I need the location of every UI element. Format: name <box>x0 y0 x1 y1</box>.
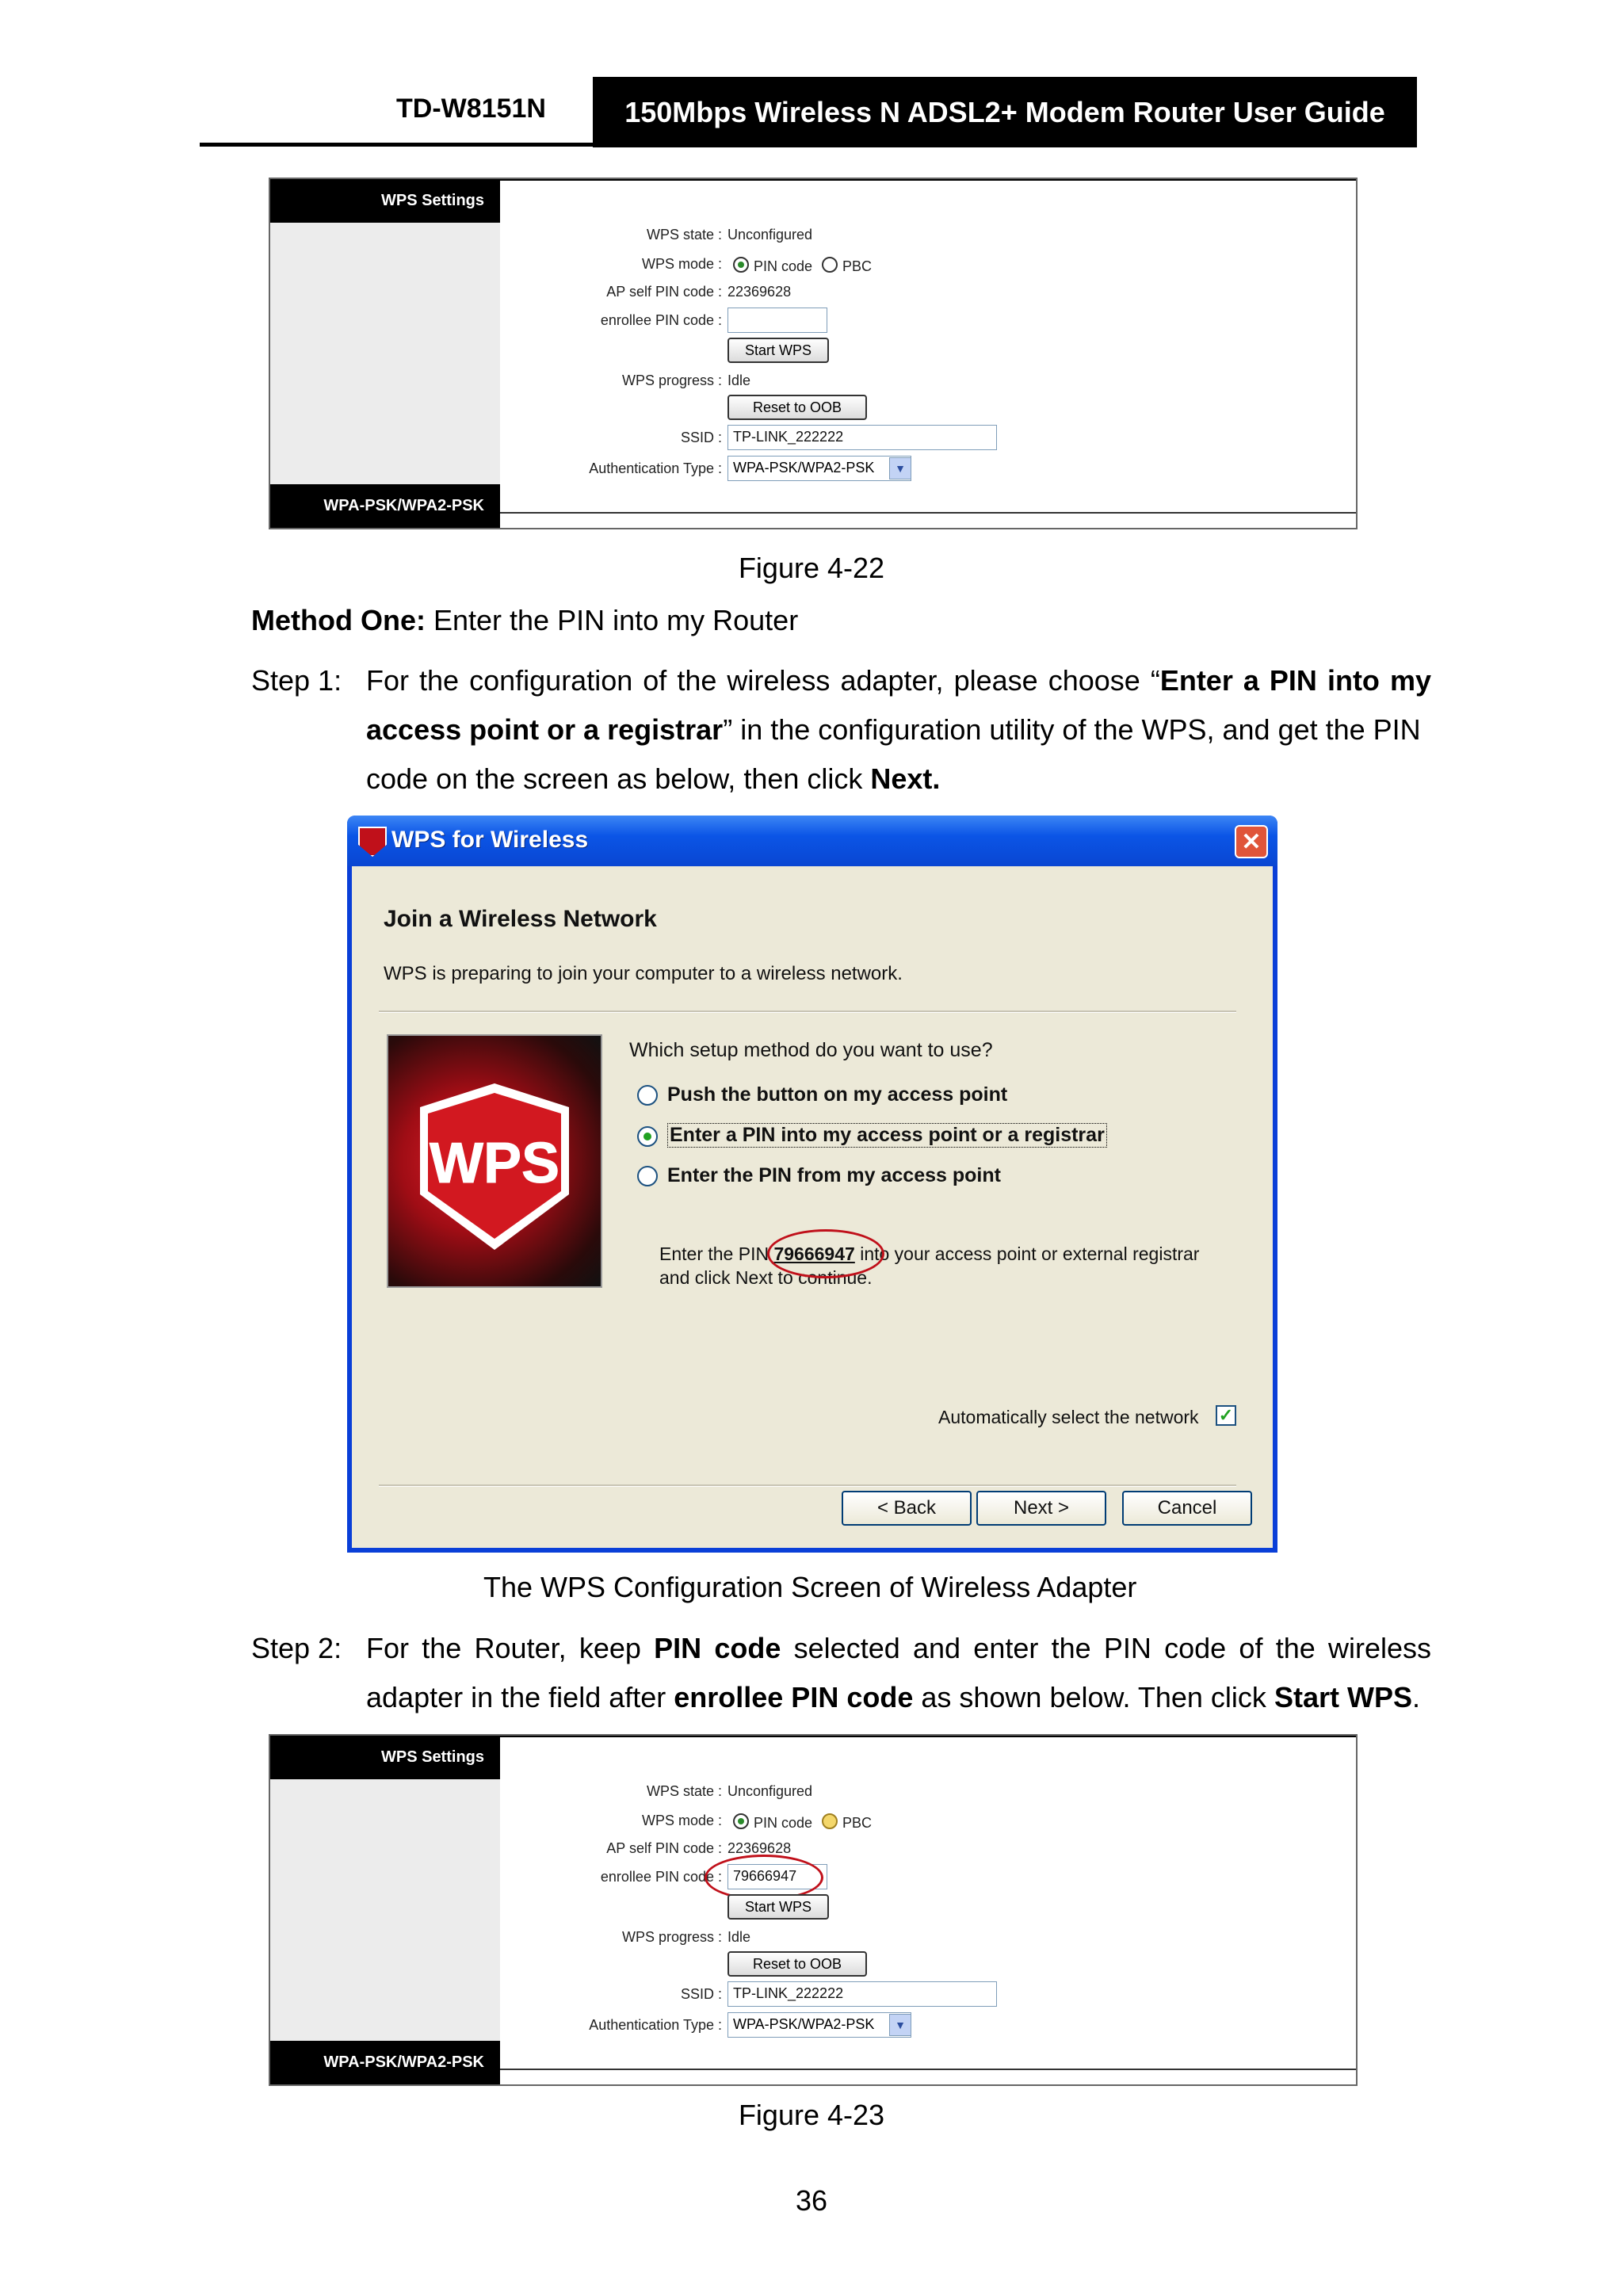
sidebar-item-wps-settings[interactable]: WPS Settings <box>270 179 500 223</box>
figure-caption-4-23: Figure 4-23 <box>738 2099 885 2131</box>
wps-progress-value: Idle <box>727 372 751 388</box>
divider <box>500 1736 1356 1737</box>
wps-state-value: Unconfigured <box>727 1783 813 1799</box>
pbc-option-label: PBC <box>842 1815 873 1831</box>
wps-logo-text: WPS <box>429 1132 560 1195</box>
step2-line1 <box>366 1624 1431 1673</box>
dialog-heading: Join a Wireless Network <box>384 906 657 932</box>
ap-pin-value: 22369628 <box>727 1840 792 1856</box>
figure-caption-4-22: Figure 4-22 <box>738 552 885 584</box>
step1-text: For the configuration of the wireless adapter, please choose “ <box>366 664 1160 697</box>
auth-type-select[interactable] <box>727 456 911 481</box>
wps-progress-label: WPS progress : <box>621 1929 722 1945</box>
reset-oob-button[interactable]: Reset to OOB <box>727 1951 867 1977</box>
pin-code-radio[interactable] <box>733 1813 749 1829</box>
start-wps-button[interactable]: Start WPS <box>727 338 829 363</box>
auto-select-checkbox[interactable]: ✓ <box>1216 1405 1236 1426</box>
option-enter-pin-registrar[interactable]: Enter a PIN into my access point or a registrar <box>667 1123 1107 1148</box>
step1-line2 <box>366 705 1421 755</box>
wps-progress-label: WPS progress : <box>621 372 722 388</box>
divider <box>500 512 1356 514</box>
method-text: Enter the PIN into my Router <box>425 604 799 636</box>
ap-pin-value: 22369628 <box>727 284 792 300</box>
step1-bold: access point or a registrar <box>366 713 724 746</box>
step1-bold: Next. <box>870 762 941 795</box>
pin-code-radio[interactable] <box>733 257 749 273</box>
enter-pin-radio[interactable] <box>637 1126 658 1147</box>
ssid-label: SSID : <box>680 430 722 445</box>
sidebar-item-wpa-psk[interactable]: WPA-PSK/WPA2-PSK <box>270 484 500 528</box>
pbc-option-label: PBC <box>842 258 873 274</box>
wps-wireless-dialog <box>347 816 1277 1553</box>
wps-shield-icon <box>388 1036 601 1286</box>
wps-mode-label: WPS mode : <box>641 1813 722 1828</box>
step1-bold: Enter a PIN into my <box>1159 664 1431 697</box>
step2-text: as shown below. Then click <box>913 1681 1274 1713</box>
auth-type-label: Authentication Type : <box>589 460 722 476</box>
sidebar-item-wpa-psk[interactable]: WPA-PSK/WPA2-PSK <box>270 2041 500 2084</box>
header-model: TD-W8151N <box>396 94 546 124</box>
back-button[interactable]: < Back <box>842 1491 972 1526</box>
pin-value: 79666947 <box>773 1244 855 1264</box>
enrollee-pin-label: enrollee PIN code : <box>600 312 722 328</box>
push-button-radio[interactable] <box>637 1085 658 1106</box>
setup-question: Which setup method do you want to use? <box>629 1039 993 1061</box>
wps-state-label: WPS state : <box>646 227 722 243</box>
dialog-caption: The WPS Configuration Screen of Wireless Adapter <box>483 1571 1137 1603</box>
step2-line2 <box>366 1673 1420 1722</box>
method-label: Method One: <box>251 604 426 636</box>
option-push-button[interactable]: Push the button on my access point <box>667 1083 1008 1106</box>
step1-line3 <box>366 755 940 804</box>
highlight-ellipse <box>767 1229 884 1278</box>
pin-suffix: into your access point or external registrar <box>854 1244 1200 1264</box>
pin-instruction <box>659 1244 1199 1265</box>
reset-oob-button[interactable]: Reset to OOB <box>727 395 867 420</box>
step1-prefix: Step 1: <box>251 664 342 697</box>
dialog-subtitle: WPS is preparing to join your computer to a wireless network. <box>384 963 903 984</box>
ssid-label: SSID : <box>680 1986 722 2002</box>
option-pin-from-ap[interactable]: Enter the PIN from my access point <box>667 1164 1001 1186</box>
wps-progress-value: Idle <box>727 1929 751 1945</box>
step1-line1 <box>366 656 1431 705</box>
sidebar-item-wps-settings[interactable]: WPS Settings <box>270 1736 500 1779</box>
wps-logo-image <box>387 1034 602 1288</box>
dialog-title: WPS for Wireless <box>391 827 589 853</box>
chevron-down-icon[interactable]: ▼ <box>889 2014 911 2036</box>
step2-text: adapter in the field after <box>366 1681 674 1713</box>
wps-state-label: WPS state : <box>646 1783 722 1799</box>
enrollee-pin-input[interactable]: 79666947 <box>727 1864 827 1889</box>
method-one-line <box>251 596 798 645</box>
step1-text: code on the screen as below, then click <box>366 762 871 795</box>
pin-code-option-label: PIN code <box>754 1815 813 1831</box>
auth-type-value: WPA-PSK/WPA2-PSK <box>733 460 875 476</box>
wps-mode-label: WPS mode : <box>641 256 722 272</box>
chevron-down-icon[interactable]: ▼ <box>889 457 911 479</box>
step2-prefix: Step 2: <box>251 1632 342 1664</box>
pin-from-ap-radio[interactable] <box>637 1166 658 1186</box>
pin-instruction-line2: and click Next to continue. <box>659 1267 873 1288</box>
step2-text: For the Router, keep <box>366 1632 655 1664</box>
dialog-client <box>352 866 1273 1548</box>
pbc-radio[interactable] <box>822 1813 838 1829</box>
divider <box>379 1484 1236 1487</box>
enrollee-pin-input[interactable] <box>727 308 827 333</box>
auth-type-select[interactable] <box>727 2012 911 2038</box>
divider <box>500 2069 1356 2070</box>
step2-text: selected and enter the PIN code of the wireless <box>781 1632 1431 1664</box>
close-button[interactable]: ✕ <box>1235 825 1268 858</box>
pbc-radio[interactable] <box>822 257 838 273</box>
step1-text: ” in the configuration utility of the WPS, and get the PIN <box>723 713 1421 746</box>
step2-bold: Start WPS <box>1274 1681 1412 1713</box>
pin-prefix: Enter the PIN <box>659 1244 774 1264</box>
ssid-input[interactable]: TP-LINK_222222 <box>727 1981 997 2007</box>
enrollee-pin-label: enrollee PIN code : <box>600 1869 722 1885</box>
step2-bold: enrollee PIN code <box>674 1681 914 1713</box>
wps-settings-panel-2 <box>269 1734 1358 2086</box>
divider <box>500 179 1356 181</box>
ap-pin-label: AP self PIN code : <box>606 1840 722 1856</box>
next-button[interactable]: Next > <box>976 1491 1106 1526</box>
step2-bold: PIN code <box>654 1632 781 1664</box>
wps-settings-panel-1 <box>269 178 1358 529</box>
cancel-button[interactable]: Cancel <box>1122 1491 1252 1526</box>
page-number: 36 <box>795 2184 828 2217</box>
divider <box>379 1010 1236 1013</box>
header-rule <box>200 143 1417 147</box>
header-title: 150Mbps Wireless N ADSL2+ Modem Router User Guide <box>593 77 1417 147</box>
pin-code-option-label: PIN code <box>754 258 813 274</box>
auto-select-label: Automatically select the network <box>938 1407 1199 1427</box>
step2-text: . <box>1411 1681 1420 1713</box>
auth-type-value: WPA-PSK/WPA2-PSK <box>733 2016 875 2032</box>
start-wps-button[interactable]: Start WPS <box>727 1894 829 1920</box>
wps-state-value: Unconfigured <box>727 227 813 243</box>
ssid-input[interactable]: TP-LINK_222222 <box>727 425 997 450</box>
auth-type-label: Authentication Type : <box>589 2017 722 2033</box>
ap-pin-label: AP self PIN code : <box>606 284 722 300</box>
